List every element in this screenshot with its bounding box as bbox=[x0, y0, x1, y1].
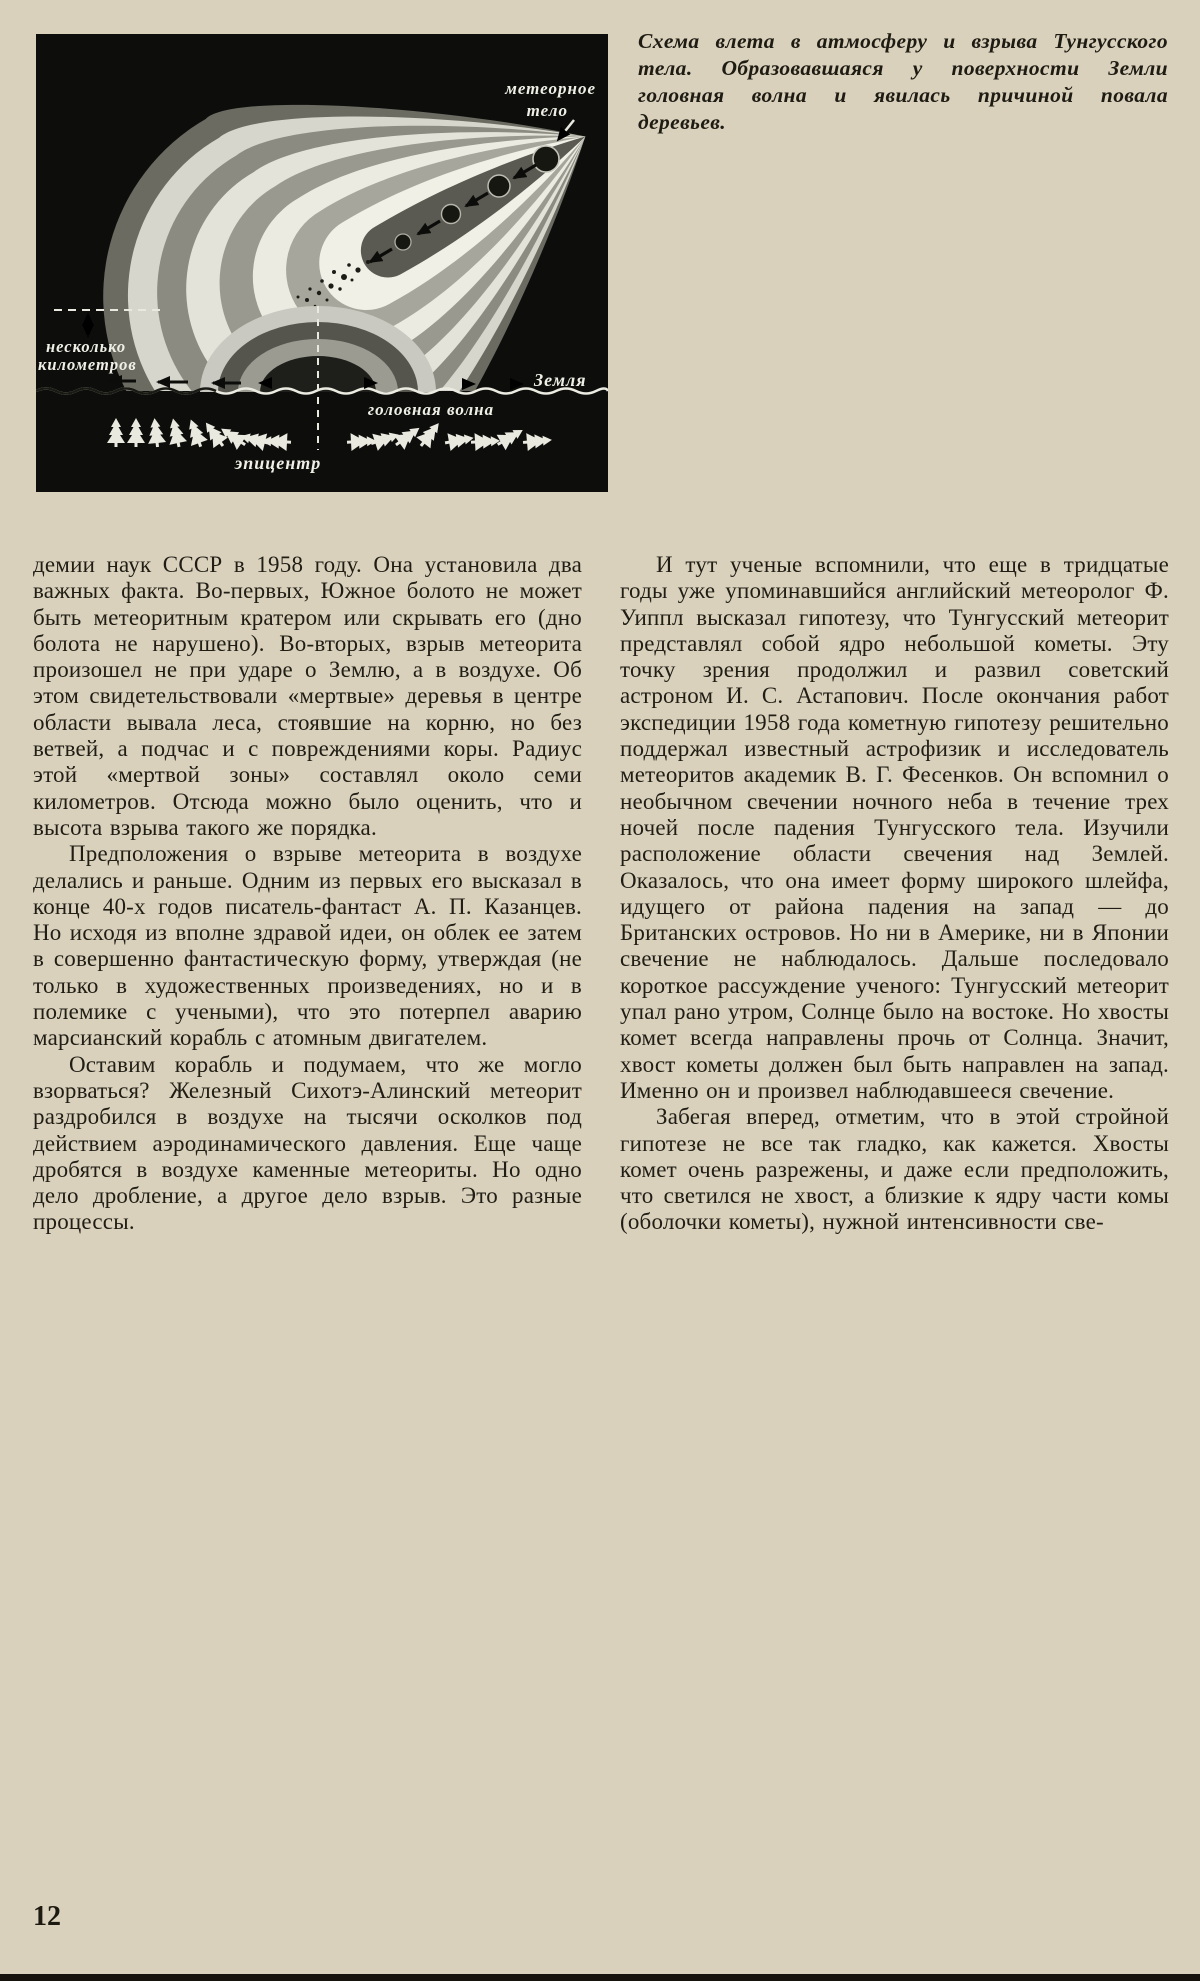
meteor-body-label-line2: тело bbox=[526, 101, 568, 120]
paragraph: Забегая вперед, отметим, что в этой стройной гипотезе не все так гладко, как кажется. Хвосты комет очень разрежены, и даже если предположить, что светился не хвост, а близкие к ядру части комы (оболочки кометы), нужной интенсивности све- bbox=[620, 1104, 1169, 1235]
left-column bbox=[33, 552, 582, 1236]
several-km-label-line1: несколько bbox=[46, 337, 127, 356]
page-number: 12 bbox=[33, 1901, 61, 1932]
earth-label: Земля bbox=[534, 370, 587, 390]
scan-edge bbox=[0, 1974, 1200, 1981]
head-wave-label: головная волна bbox=[367, 400, 495, 419]
paragraph: Оставим корабль и подумаем, что же могло взорваться? Железный Сихотэ-Алинский метеорит раздробился в воздухе на тысячи осколков под действием аэродинамического давления. Еще чаще дробятся в воздухе каменные метеориты. Но одно дело дробление, а другое дело взрыв. Это разные процессы. bbox=[33, 1051, 582, 1235]
epicenter-label: эпицентр bbox=[234, 453, 322, 473]
right-column bbox=[620, 552, 1169, 1236]
figure-caption: Схема влета в атмосферу и взрыва Тунгусского тела. Образовавшаяся у поверхности Земли головная волна и явилась причиной повала деревьев. bbox=[638, 29, 1168, 134]
meteor-body-label-line1: метеорное bbox=[505, 79, 596, 98]
article-columns bbox=[33, 552, 1169, 1236]
several-km-label-line2: километров bbox=[38, 355, 137, 374]
tunguska-diagram bbox=[36, 34, 608, 492]
paragraph: демии наук СССР в 1958 году. Она установила два важных факта. Во-первых, Южное болото не может быть метеоритным кратером или скрывать его (дно болота не нарушено). Во-вторых, взрыв метеорита произошел не при ударе о Землю, а в воздухе. Об этом свидетельствовали «мертвые» деревья в центре области вывала леса, стоявшие на корню, но без ветвей, а подчас и с повреждениями коры. Радиус этой «мертвой зоны» составлял около семи километров. Отсюда можно было оценить, что и высота взрыва такого же порядка. bbox=[33, 552, 582, 840]
diagram-svg bbox=[36, 34, 608, 492]
paragraph: Предположения о взрыве метеорита в воздухе делались и раньше. Одним из первых его высказал в конце 40-х годов писатель-фантаст А. П. Казанцев. Но исходя из вполне здравой идеи, он облек ее затем в совершенно фантастическую форму, утверждая (не только в художественных произведениях, но и в полемике с учеными), что это потерпел аварию марсианский корабль с атомным двигателем. bbox=[33, 841, 582, 1051]
paragraph: И тут ученые вспомнили, что еще в тридцатые годы уже упоминавшийся английский метеоролог Ф. Уиппл высказал гипотезу, что Тунгусский метеорит представлял собой ядро небольшой кометы. Эту точку зрения продолжил и развил советский астроном И. С. Астапович. После окончания работ экспедиции 1958 года кометную гипотезу решительно поддержал известный астрофизик и исследователь метеоритов академик В. Г. Фесенков. Он вспомнил о необычном свечении ночного неба в течение трех ночей после падения Тунгусского тела. Изучили расположение области свечения над Землей. Оказалось, что она имеет форму широкого шлейфа, идущего от района падения на запад — до Британских островов. Но ни в Америке, ни в Японии свечение не наблюдалось. Дальше последовало короткое рассуждение ученого: Тунгусский метеорит упал рано утром, Солнце было на востоке. Но хвосты комет всегда направлены прочь от Солнца. Значит, хвост кометы должен был быть направлен на запад. Именно он и произвел наблюдавшееся свечение. bbox=[620, 552, 1169, 1103]
